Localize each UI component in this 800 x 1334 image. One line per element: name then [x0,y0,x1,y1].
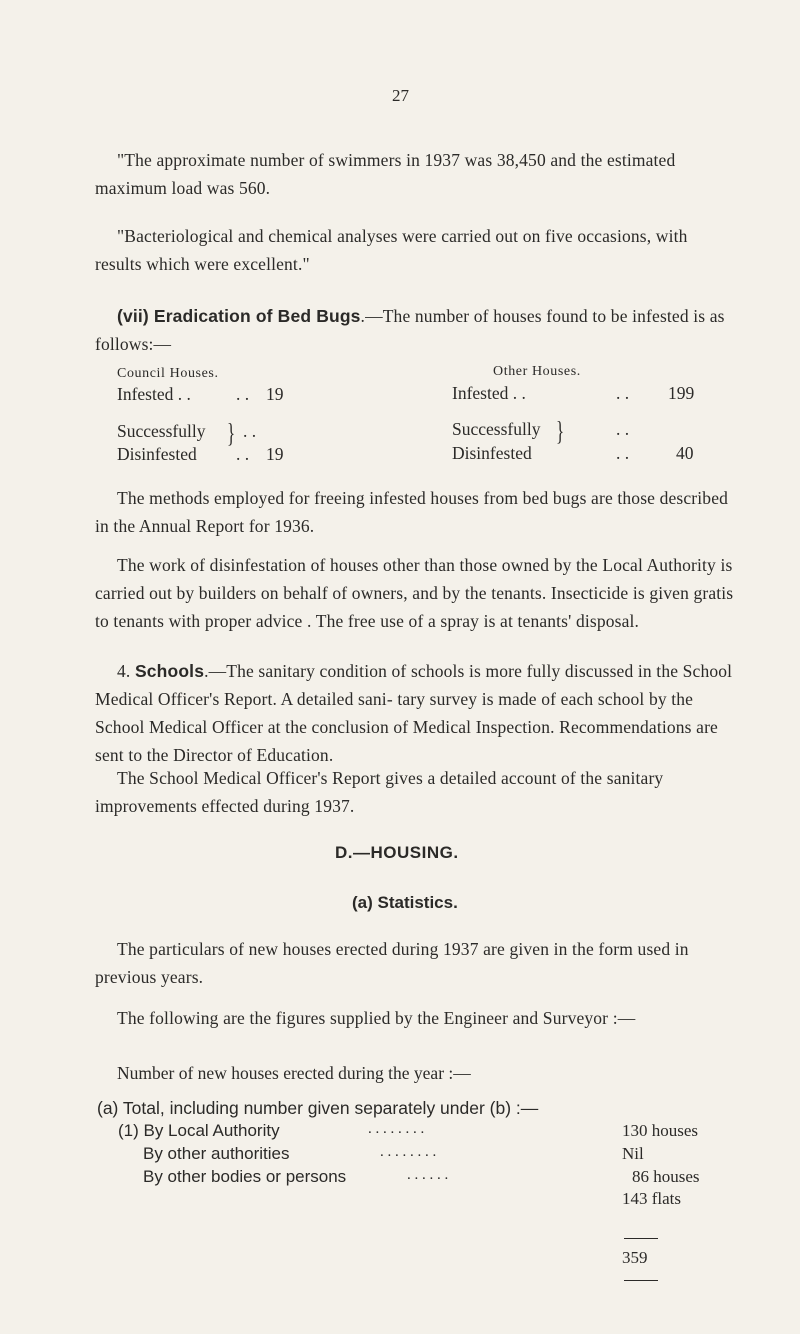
council-infested-label: Infested . . [117,384,191,404]
row-label: By other authorities [143,1144,290,1163]
row-value: 86 houses [632,1167,700,1186]
row-value: Nil [622,1144,644,1163]
other-brace: } [556,416,565,447]
bed-bugs-prefix: (vii) [117,306,154,326]
statistics-heading [352,893,458,913]
row-label: (1) By Local Authority [118,1121,280,1140]
council-dots-1: . . [243,421,257,441]
other-disinfested-label: Disinfested [452,443,532,463]
total-rule-bottom [624,1280,658,1281]
row-dots: . . . . . . . . [380,1144,437,1160]
other-dots-2: . . [616,443,630,463]
row-value: 143 flats [622,1189,682,1208]
council-successfully-label: Successfully [117,421,206,441]
other-successfully-label: Successfully [452,419,541,439]
figures-paragraph: The following are the figures supplied by the Engineer and Surveyor :— [117,1008,636,1028]
bed-bugs-paragraph [95,302,735,358]
table-row [118,1121,280,1141]
schools-text: .—The sanitary condition of schools is more fully discussed in the School Medical Officer's Report. A detailed sani- tary survey is made of each school by the School Medical Officer at the conclusion of Medical Inspection. Recommendations are sent to the Director of Education. [95,661,733,765]
other-infested-value: 199 [668,383,695,403]
total-value: 359 [622,1248,648,1267]
total-line: (a) Total, including number given separately under (b) :— [97,1098,539,1118]
row-dots: . . . . . . [407,1167,449,1183]
housing-heading: D.—HOUSING. [335,843,459,862]
schools-heading: Schools [134,661,205,681]
bed-bugs-heading: Eradication of Bed Bugs [153,306,361,326]
row-dots: . . . . . . . . [368,1121,425,1137]
other-disinfested-value: 40 [676,443,694,463]
number-erected-line: Number of new houses erected during the year :— [117,1063,471,1083]
council-infested-dots: . . [236,384,250,404]
table-row [143,1167,346,1187]
council-brace: } [227,418,236,449]
school-report-paragraph: The School Medical Officer's Report gives a detailed account of the sanitary improvements effected during 1937. [95,768,664,816]
other-dots-1: . . [616,419,630,439]
total-rule-top [624,1238,658,1239]
other-houses-header: Other Houses. [493,364,581,379]
other-infested-dots: . . [616,383,630,403]
analyses-paragraph: "Bacteriological and chemical analyses were carried out on five occasions, with results which were excellent." [95,226,688,274]
council-dots-2: . . [236,444,250,464]
other-infested-label: Infested . . [452,383,526,403]
disinfestation-paragraph: The work of disinfestation of houses other than those owned by the Local Authority is carried out by builders on behalf of owners, and by the tenants. Insecticide is given gratis to tenants with proper advice . The free use of a spray is at tenants' disposal. [95,555,734,631]
council-houses-header: Council Houses. [117,366,219,381]
council-infested-value: 19 [266,384,284,404]
methods-paragraph: The methods employed for freeing infested houses from bed bugs are those described in the Annual Report for 1936. [95,488,729,536]
council-disinfested-label: Disinfested [117,444,197,464]
row-label: By other bodies or persons [143,1167,347,1186]
statistics-heading-text: (a) Statistics. [352,893,458,912]
schools-paragraph [95,657,735,769]
page-number: 27 [392,86,409,105]
row-value: 130 houses [622,1121,699,1140]
bed-bugs-text: .—The number of houses found to be infested is as follows:— [95,306,725,354]
schools-number: 4. [117,661,135,681]
table-row [143,1144,289,1164]
particulars-paragraph: The particulars of new houses erected during 1937 are given in the form used in previous years. [95,939,689,987]
swimmers-paragraph: "The approximate number of swimmers in 1937 was 38,450 and the estimated maximum load was 560. [95,150,676,198]
council-disinfested-value: 19 [266,444,284,464]
